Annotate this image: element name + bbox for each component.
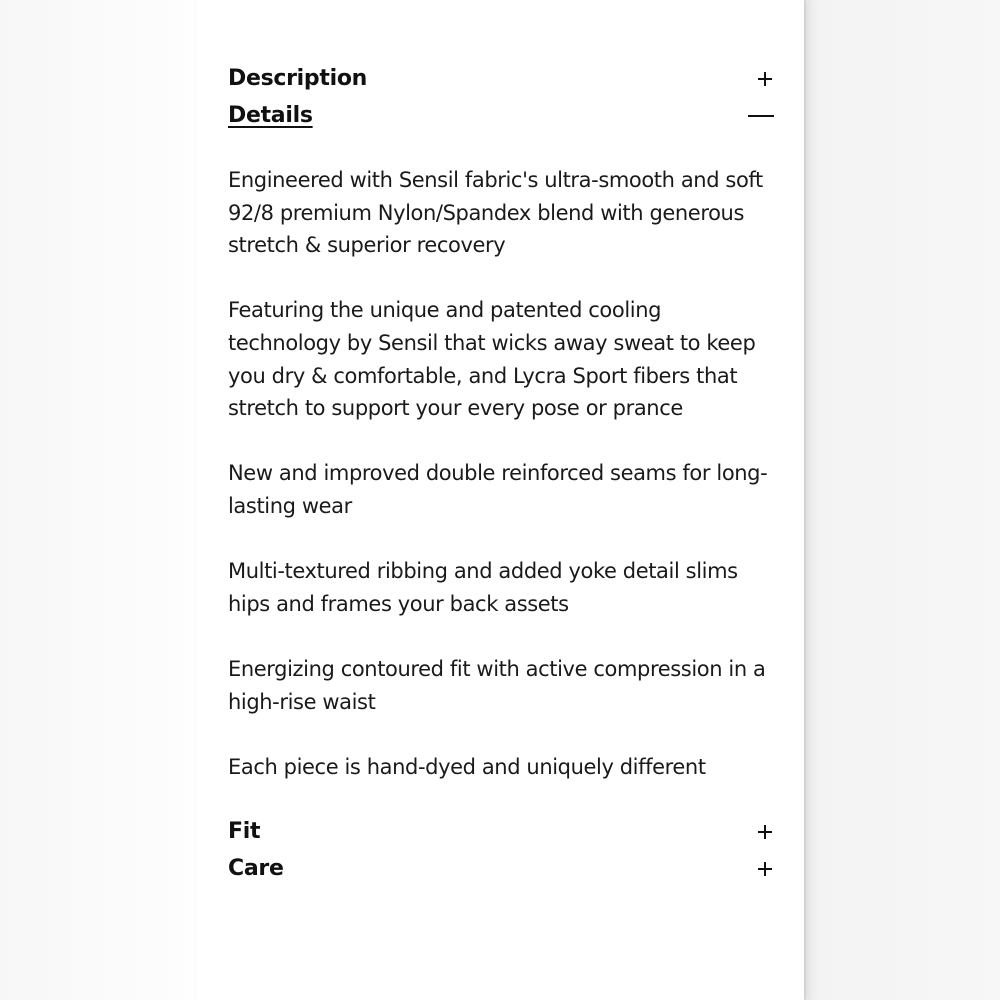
product-info-panel: [196, 0, 804, 1000]
minus-icon[interactable]: [748, 109, 774, 123]
details-paragraph: New and improved double reinforced seams for long-lasting wear: [228, 461, 768, 518]
accordion-header-description[interactable]: [228, 60, 774, 97]
product-accordion: [228, 60, 774, 887]
accordion-header-details[interactable]: [228, 97, 774, 134]
details-paragraph: Engineered with Sensil fabric's ultra-smooth and soft 92/8 premium Nylon/Spandex blend with generous stretch & superior recovery: [228, 168, 763, 258]
accordion-title-fit: Fit: [228, 819, 261, 845]
accordion-title-description: Description: [228, 66, 367, 91]
accordion-body-details: [228, 134, 774, 813]
details-paragraph: Featuring the unique and patented cooling technology by Sensil that wicks away sweat to keep you dry & comfortable, and Lycra Sport fibers that stretch to support your every pose or prance: [228, 298, 756, 421]
plus-icon[interactable]: [758, 72, 772, 86]
plus-icon[interactable]: [758, 862, 772, 876]
details-paragraph: Multi-textured ribbing and added yoke detail slims hips and frames your back assets: [228, 559, 738, 616]
details-paragraph: Each piece is hand-dyed and uniquely different: [228, 754, 706, 779]
accordion-header-fit[interactable]: [228, 813, 774, 850]
plus-icon[interactable]: [758, 825, 772, 839]
accordion-title-details: Details: [228, 103, 313, 128]
details-paragraph: Energizing contoured fit with active compression in a high-rise waist: [228, 656, 766, 714]
accordion-header-care[interactable]: [228, 850, 774, 887]
accordion-title-care: Care: [228, 856, 284, 882]
